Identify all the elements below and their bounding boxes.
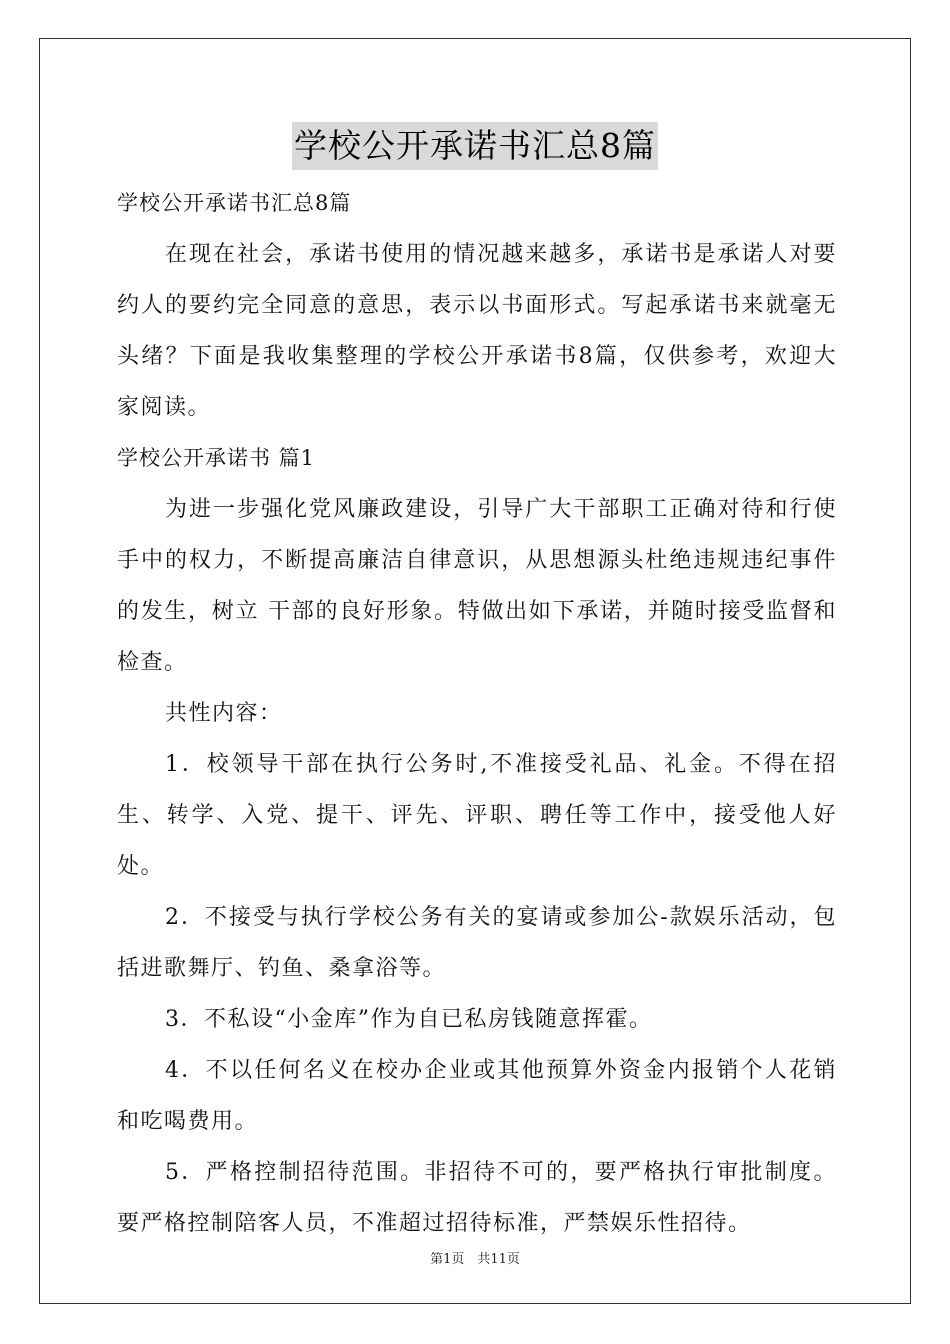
subtitle-paragraph: 学校公开承诺书汇总8篇 [117,191,352,215]
document-body [117,178,837,1249]
list-item-1: 1．校领导干部在执行公务时,不准接受礼品、礼金。不得在招生、转学、入党、提干、评先、评职、聘任等工作中，接受他人好处。 [117,752,837,879]
page-footer: 第1页 共11页 [430,1252,520,1267]
list-item-3: 3．不私设“小金库”作为自已私房钱随意挥霍。 [165,1007,653,1032]
list-item-5: 5．严格控制招待范围。非招待不可的，要严格执行审批制度。要严格控制陪客人员，不准超过招待标准，严禁娱乐性招待。 [117,1160,837,1236]
section-heading: 学校公开承诺书 篇1 [117,446,316,470]
list-item-4: 4．不以任何名义在校办企业或其他预算外资金内报销个人花销和吃喝费用。 [117,1058,837,1134]
document-title: 学校公开承诺书汇总8篇 [292,122,658,170]
list-item-2: 2．不接受与执行学校公务有关的宴请或参加公-款娱乐活动，包括进歌舞厅、钓鱼、桑拿浴等。 [117,905,837,981]
intro-paragraph: 在现在社会，承诺书使用的情况越来越多，承诺书是承诺人对要约人的要约完全同意的意思，表示以书面形式。写起承诺书来就毫无头绪？下面是我收集整理的学校公开承诺书8篇，仅供参考，欢迎大家阅读。 [117,242,837,420]
title-container [0,122,950,170]
body-paragraph: 为进一步强化党风廉政建设，引导广大干部职工正确对待和行使手中的权力，不断提高廉洁自律意识，从思想源头杜绝违规违纪事件的发生，树立 干部的良好形象。特做出如下承诺，并随时接受监督和检查。 [117,497,837,675]
common-content-label: 共性内容： [165,701,283,726]
